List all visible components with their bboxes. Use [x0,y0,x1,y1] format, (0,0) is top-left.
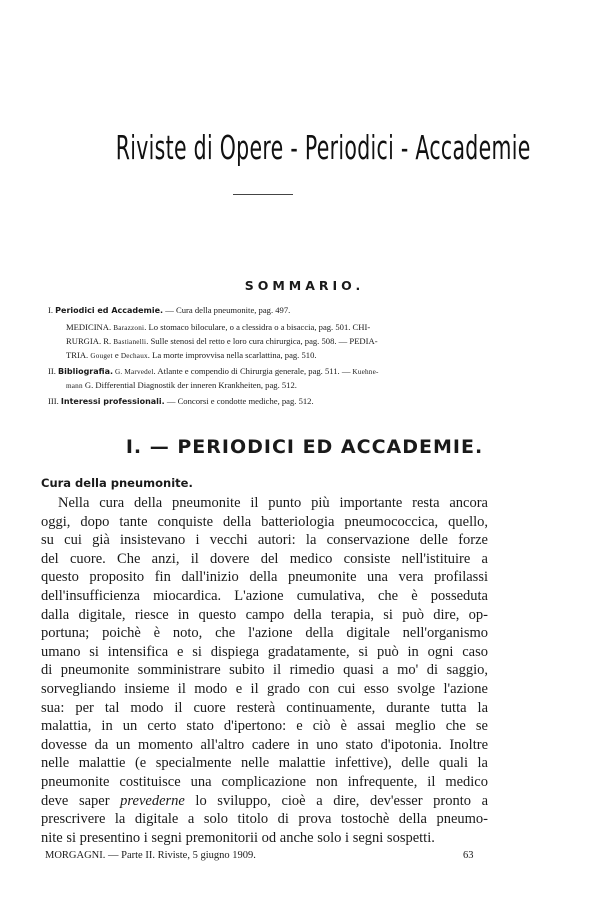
page-number: 63 [463,850,474,862]
sommario-item-label: Periodici ed Accademie. [55,306,164,315]
sommario-item-number: I. [48,305,54,315]
body-line: oggi, dopo tante conquiste della batteriologia pneumococcica, quello, [41,513,488,530]
body-line: su cui già insistevano i vecchi autori: la conservazione delle forze [41,532,488,549]
sommario-line: RURGIA. R. Bastianelli. Sulle stenosi del retto e loro cura chirurgica, pag. 508. — PEDIA- [66,336,378,346]
body-line: nelle malattie (e specialmente nelle malattie infettive), delle quali la [41,755,488,772]
sommario-line: mann G. Differential Diagnostik der inneren Krankheiten, pag. 512. [66,380,297,390]
sommario-item-number: III. [48,396,59,406]
sommario-item-number: II. [48,366,56,376]
body-line: prescrivere la digitale a solo titolo di prova tostochè della pneumo- [41,811,488,828]
body-line: dell'insufficienza miocardica. L'azione cumulativa, che è posseduta [41,588,488,604]
subheading: Cura della pneumonite. [41,476,193,490]
sommario-line: MEDICINA. Barazzoni. Lo stomaco biloculare, o a clessidra o a bisaccia, pag. 501. CHI- [66,322,371,332]
sommario-item-3 [48,394,314,409]
sommario-item-2: II. Bibliografia. G. Marvedel. Atlante e compendio di Chirurgia generale, pag. 511. — Kuehne- [48,366,379,376]
body-line: Nella cura della pneumonite il punto più importante resta ancora [58,495,488,511]
sommario-line: TRIA. Gouget e Dechaux. La morte improvvisa nella scarlattina, pag. 510. [66,350,317,360]
page-title: Riviste di Opere - Periodici - Accademie [115,128,531,167]
body-line-italic: deve saper prevederne lo sviluppo, cioè a dire, dev'esser pronto a [41,792,489,809]
section-title: I. — PERIODICI ED ACCADEMIE. [125,436,484,458]
body-line: sorvegliando insieme il modo e il grado con cui esso svolge l'azione [41,681,488,697]
sommario-item-label: Bibliografia. [58,367,114,376]
body-line: dalla digitale, riesce in questo campo della terapia, si può dire, op- [41,606,488,623]
sommario-item-text: — Cura della pneumonite, pag. 497. [163,305,291,315]
body-line: del cuore. Che anzi, il dovere del medico consiste nell'istituire a [41,550,488,567]
body-line: pneumonite costituisce una complicazione non infrequente, il medico [41,774,488,790]
body-line: nite si presentino i segni premonitorii od anche solo i segni sospetti. [41,829,435,846]
body-line: questo proposito fin dall'inizio della pneumonite una vera profilassi [41,569,488,586]
page-footer [45,850,475,861]
body-line: sua: per tal modo il cuore resterà continuamente, durante tutta la [41,699,488,716]
footer-citation: MORGAGNI. — Parte II. Riviste, 5 giugno 1909. [45,850,256,862]
title-divider [233,194,293,195]
body-line: dovesse da un momento all'altro cadere in uno stato d'ipotonia. Inoltre [41,736,488,753]
sommario-item-label: Interessi professionali. [60,397,165,406]
sommario-heading: SOMMARIO. [244,278,365,293]
body-line: malattia, in un certo stato d'ipertono: e ciò è assai meglio che se [41,718,488,735]
sommario-item-1 [48,303,290,318]
body-line: di pneumonite somministrare subito il rimedio quasi a mo' di saggio, [41,662,488,679]
body-line: portuna; poichè è noto, che l'azione della digitale nell'organismo [41,625,488,642]
body-line: umano si intensifica e si dispiega gradatamente, si può in ogni caso [41,643,488,660]
sommario-item-text: — Concorsi e condotte mediche, pag. 512. [164,396,314,406]
